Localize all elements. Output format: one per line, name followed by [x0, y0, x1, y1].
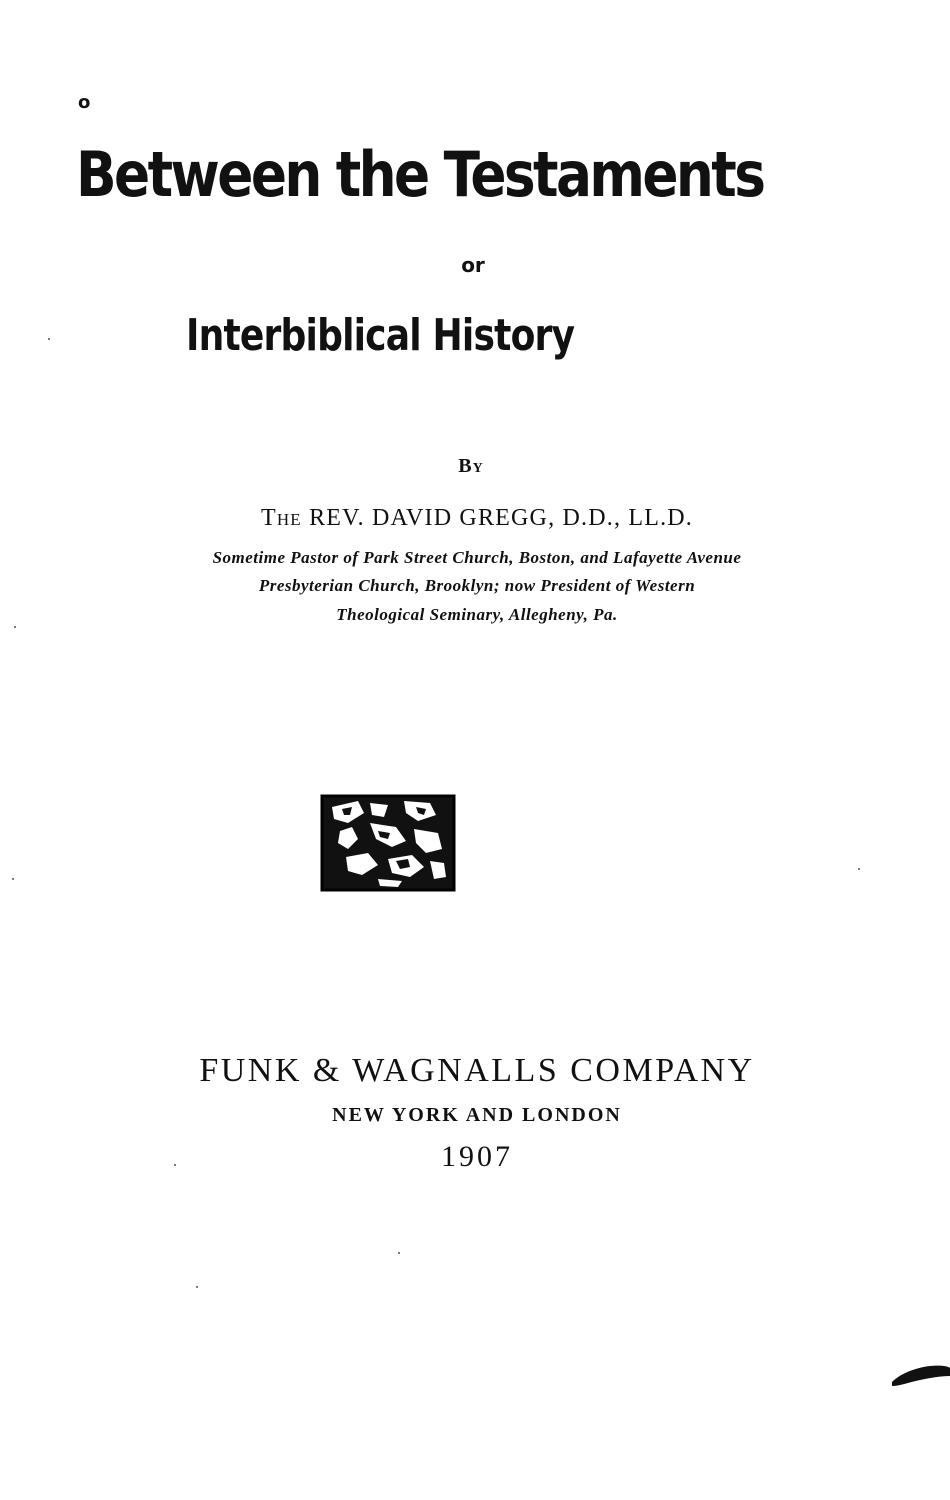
author-name: REV. DAVID GREGG, D.D., LL.D.	[309, 505, 694, 531]
author-description-line: Theological Seminary, Allegheny, Pa.	[336, 605, 618, 624]
scan-speck	[174, 1164, 176, 1166]
author-description-line: Presbyterian Church, Brooklyn; now President of Western	[258, 576, 696, 595]
publisher-location: NEW YORK AND LONDON	[332, 1104, 622, 1126]
author-description-line: Sometime Pastor of Park Street Church, Boston, and Lafayette Avenue	[212, 548, 742, 567]
ink-blot-icon	[890, 1362, 950, 1388]
scan-speck	[398, 1252, 400, 1254]
by-label: By	[458, 455, 484, 477]
author-line	[2, 505, 950, 532]
publisher-name: FUNK & WAGNALLS COMPANY	[199, 1052, 755, 1089]
scan-speck	[14, 626, 16, 628]
scan-speck	[196, 1286, 198, 1288]
scan-speck	[858, 868, 860, 870]
corner-mark: o	[78, 92, 91, 113]
book-subtitle: Interbiblical History	[186, 310, 575, 361]
printers-mark-woodcut-icon	[318, 793, 458, 893]
author-prefix: The	[260, 505, 302, 531]
scan-speck	[12, 878, 14, 880]
publication-year: 1907	[441, 1140, 513, 1173]
book-title: Between the Testaments	[76, 138, 764, 211]
scan-speck	[48, 338, 50, 340]
title-connector: or	[461, 253, 485, 277]
